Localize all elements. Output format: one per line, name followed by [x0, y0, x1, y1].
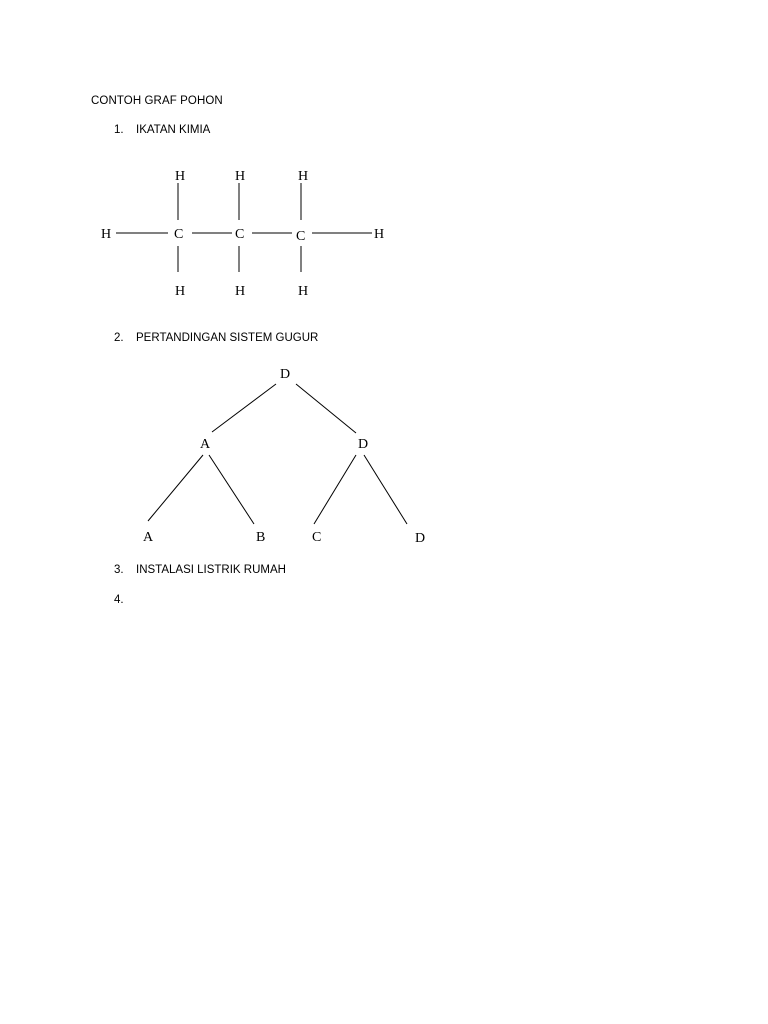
atom-h-right: H: [374, 227, 385, 242]
atom-h-left: H: [101, 227, 112, 242]
atom-c3: C: [296, 229, 306, 244]
tree-node-left: A: [200, 437, 211, 452]
list-number: 1.: [114, 124, 124, 136]
atom-h-bottom-3: H: [298, 284, 309, 299]
tree-node-leaf-2: B: [256, 530, 266, 545]
edge-right-leaf-4: [364, 455, 407, 524]
atom-h-bottom-1: H: [175, 284, 186, 299]
edge-root-right: [296, 384, 356, 433]
list-item-4: [114, 594, 136, 606]
atom-h-top-2: H: [235, 169, 246, 184]
list-number: 4.: [114, 594, 124, 606]
atom-h-top-1: H: [175, 169, 186, 184]
tree-node-leaf-1: A: [143, 530, 154, 545]
tree-nodes: [143, 367, 425, 546]
tree-node-root: D: [280, 367, 291, 382]
list-item-3: [114, 564, 286, 576]
atom-h-bottom-2: H: [235, 284, 246, 299]
edge-right-leaf-3: [314, 455, 356, 524]
list-label: IKATAN KIMIA: [136, 124, 211, 136]
edge-left-leaf-2: [209, 455, 254, 524]
atom-c2: C: [235, 227, 245, 242]
edge-left-leaf-1: [148, 455, 203, 521]
edge-root-left: [212, 384, 276, 432]
tree-node-leaf-4: D: [415, 531, 426, 546]
list-number: 3.: [114, 564, 124, 576]
list-label: INSTALASI LISTRIK RUMAH: [136, 564, 286, 576]
tree-node-leaf-3: C: [312, 530, 322, 545]
document-title: CONTOH GRAF POHON: [91, 95, 223, 107]
list-label: PERTANDINGAN SISTEM GUGUR: [136, 332, 319, 344]
tree-edges: [148, 384, 407, 524]
atom-c1: C: [174, 227, 184, 242]
list-number: 2.: [114, 332, 124, 344]
tree-node-right: D: [358, 437, 369, 452]
atom-h-top-3: H: [298, 169, 309, 184]
